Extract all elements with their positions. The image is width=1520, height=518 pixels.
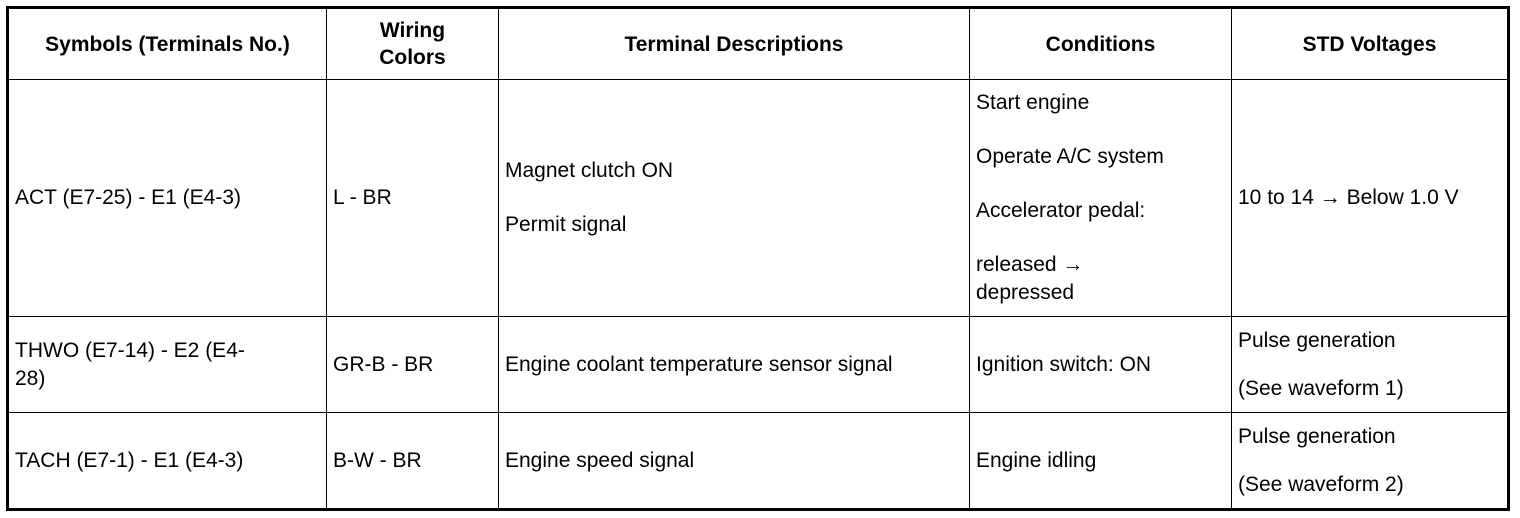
header-terminal-descriptions: Terminal Descriptions xyxy=(499,8,970,80)
header-conditions: Conditions xyxy=(970,8,1232,80)
condition-line: Ignition switch: ON xyxy=(976,352,1152,376)
condition-line: Start engine xyxy=(976,91,1090,114)
cell-voltage xyxy=(1232,413,1509,510)
table-row xyxy=(8,317,1509,413)
cell-wiring: B-W - BR xyxy=(327,413,499,510)
description-line: Magnet clutch ON xyxy=(505,159,674,182)
voltage-line: Pulse generation xyxy=(1238,328,1396,352)
cell-wiring: L - BR xyxy=(327,80,499,317)
cell-voltage xyxy=(1232,80,1509,317)
condition-line: Engine idling xyxy=(976,448,1097,472)
header-std-voltages: STD Voltages xyxy=(1232,8,1509,80)
cell-conditions xyxy=(970,413,1232,510)
voltage-line: (See waveform 1) xyxy=(1238,376,1404,400)
voltage-line: Pulse generation xyxy=(1238,424,1396,448)
header-wiring-colors: Wiring Colors xyxy=(327,8,499,80)
voltage-line: 10 to 14 → Below 1.0 V xyxy=(1238,186,1459,209)
cell-description xyxy=(499,413,970,510)
description-line: Engine speed signal xyxy=(505,448,695,472)
description-line: Engine coolant temperature sensor signal xyxy=(505,352,893,376)
condition-line: released → depressed xyxy=(976,253,1084,304)
condition-line: Accelerator pedal: xyxy=(976,199,1146,222)
cell-description xyxy=(499,317,970,413)
description-line: Permit signal xyxy=(505,213,627,236)
cell-voltage xyxy=(1232,317,1509,413)
cell-wiring: GR-B - BR xyxy=(327,317,499,413)
cell-symbol: THWO (E7-14) - E2 (E4-28) xyxy=(8,317,327,413)
header-symbols: Symbols (Terminals No.) xyxy=(8,8,327,80)
cell-conditions xyxy=(970,317,1232,413)
table-row xyxy=(8,80,1509,317)
condition-line: Operate A/C system xyxy=(976,145,1164,168)
table-row xyxy=(8,413,1509,510)
terminal-specification-table xyxy=(6,6,1510,511)
cell-conditions xyxy=(970,80,1232,317)
cell-description xyxy=(499,80,970,317)
cell-symbol: TACH (E7-1) - E1 (E4-3) xyxy=(8,413,327,510)
table-header-row xyxy=(8,8,1509,80)
cell-symbol: ACT (E7-25) - E1 (E4-3) xyxy=(8,80,327,317)
voltage-line: (See waveform 2) xyxy=(1238,472,1404,496)
